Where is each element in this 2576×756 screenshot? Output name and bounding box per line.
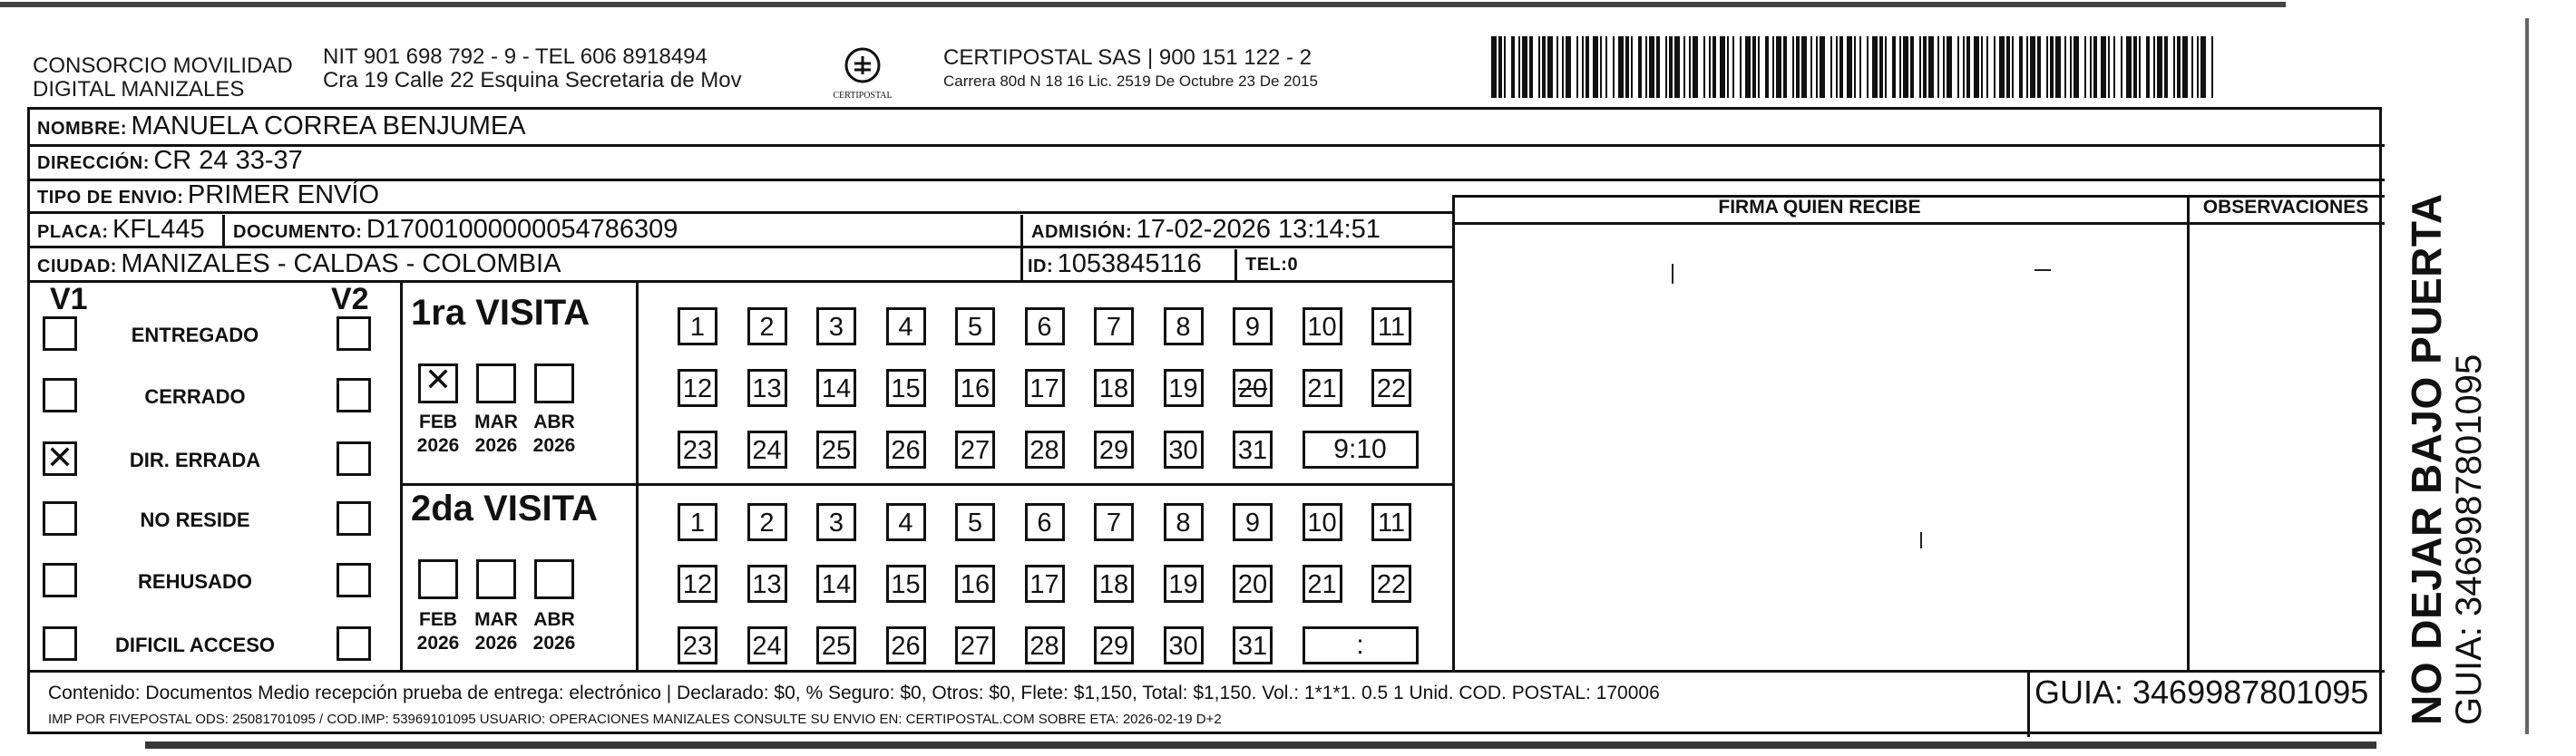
barcode-bar bbox=[1631, 36, 1633, 98]
barcode-bar bbox=[2113, 36, 2115, 98]
day-box[interactable]: 17 bbox=[1025, 369, 1065, 407]
barcode-bar bbox=[1919, 36, 1921, 98]
barcode-bar bbox=[1796, 36, 1800, 98]
ciudad-label: CIUDAD: bbox=[37, 257, 117, 276]
signature-mark bbox=[1672, 264, 1673, 284]
barcode-bar bbox=[1974, 36, 1979, 98]
day-box[interactable]: 21 bbox=[1303, 369, 1342, 407]
row-divider bbox=[30, 246, 1452, 248]
barcode-bar bbox=[1981, 36, 1983, 98]
company-nit bbox=[323, 45, 742, 92]
month-checkbox[interactable] bbox=[476, 363, 516, 403]
footer-content-line: Contenido: Documentos Medio recepción prueba de entrega: electrónico | Declarado: $0, % Seguro: $0, Otros: $0, Flete: $1,150, Total: $1,150. Vol.: 1*1*1. 0.5 1 Unid. COD. POSTAL: 170006 bbox=[48, 683, 1660, 703]
barcode bbox=[1491, 36, 2215, 98]
barcode-bar bbox=[1957, 36, 1959, 98]
barcode-bar bbox=[1669, 36, 1673, 98]
barcode-bar bbox=[1765, 36, 1769, 98]
tipo-envio-label: TIPO DE ENVIO: bbox=[37, 188, 184, 208]
barcode-bar bbox=[1885, 36, 1887, 98]
barcode-bar bbox=[1542, 36, 1546, 98]
barcode-bar bbox=[2108, 36, 2110, 98]
day-box[interactable]: 16 bbox=[955, 369, 995, 407]
tipo-envio-value: PRIMER ENVÍO bbox=[187, 180, 380, 209]
visit-time[interactable]: : bbox=[1303, 626, 1419, 664]
barcode-bar bbox=[1656, 36, 1660, 98]
col-divider bbox=[1234, 249, 1237, 280]
v1-checkbox[interactable] bbox=[43, 316, 77, 351]
barcode-bar bbox=[1491, 36, 1497, 98]
day-box[interactable]: 31 bbox=[1233, 626, 1273, 664]
day-box[interactable]: 12 bbox=[678, 565, 717, 603]
barcode-bar bbox=[1847, 36, 1852, 98]
status-label: REHUSADO bbox=[138, 570, 252, 593]
day-box[interactable]: 2 bbox=[747, 503, 787, 541]
barcode-bar bbox=[2070, 36, 2072, 98]
day-box[interactable]: 9 bbox=[1233, 503, 1273, 541]
day-box[interactable]: 29 bbox=[1094, 626, 1134, 664]
barcode-bar bbox=[1872, 36, 1878, 98]
day-box[interactable]: 3 bbox=[816, 307, 856, 345]
company-name bbox=[33, 54, 293, 102]
barcode-bar bbox=[2211, 36, 2213, 98]
day-box[interactable]: 7 bbox=[1094, 307, 1134, 345]
v1-checkbox[interactable] bbox=[43, 563, 77, 597]
barcode-bar bbox=[1859, 36, 1861, 98]
day-box[interactable]: 14 bbox=[816, 369, 856, 407]
day-box[interactable]: 26 bbox=[886, 431, 926, 469]
day-box[interactable]: 20 bbox=[1233, 565, 1273, 603]
barcode-bar bbox=[1994, 36, 1995, 98]
row-divider bbox=[30, 280, 1452, 283]
courier-info bbox=[943, 45, 1318, 92]
barcode-bar bbox=[1830, 36, 1832, 98]
month-checkbox[interactable] bbox=[476, 559, 516, 599]
barcode-bar bbox=[2046, 36, 2048, 98]
day-box[interactable]: 24 bbox=[747, 431, 787, 469]
day-box[interactable]: 6 bbox=[1025, 307, 1065, 345]
barcode-bar bbox=[2121, 36, 2122, 98]
barcode-bar bbox=[2019, 36, 2023, 98]
barcode-bar bbox=[1839, 36, 1843, 98]
row-divider bbox=[30, 144, 2385, 147]
barcode-bar bbox=[2012, 36, 2014, 98]
id-row bbox=[1028, 249, 1202, 279]
barcode-bar bbox=[2101, 36, 2106, 98]
nit-line-1: NIT 901 698 792 - 9 - TEL 606 8918494 bbox=[323, 44, 707, 69]
signature-mark bbox=[1920, 532, 1922, 548]
ciudad-value: MANIZALES - CALDAS - COLOMBIA bbox=[121, 249, 561, 278]
day-box[interactable]: 9 bbox=[1233, 307, 1273, 345]
month-label bbox=[525, 608, 583, 655]
barcode-bar bbox=[1703, 36, 1705, 98]
nombre-row bbox=[37, 111, 526, 141]
col-divider bbox=[2027, 670, 2030, 737]
barcode-bar bbox=[1903, 36, 1908, 98]
admision-label: ADMISIÓN: bbox=[1031, 222, 1133, 242]
barcode-bar bbox=[2064, 36, 2066, 98]
day-box[interactable]: 21 bbox=[1303, 565, 1342, 603]
month-label bbox=[409, 608, 467, 655]
direccion-row bbox=[37, 146, 303, 176]
barcode-bar bbox=[2139, 36, 2141, 98]
barcode-bar bbox=[2133, 36, 2137, 98]
day-box[interactable]: 14 bbox=[816, 565, 856, 603]
barcode-bar bbox=[1963, 36, 1965, 98]
v2-checkbox[interactable] bbox=[337, 501, 371, 536]
tel-label: TEL: bbox=[1245, 255, 1288, 275]
barcode-bar bbox=[1928, 36, 1934, 98]
day-box[interactable]: 27 bbox=[955, 431, 995, 469]
barcode-bar bbox=[1566, 36, 1571, 98]
barcode-bar bbox=[2026, 36, 2028, 98]
barcode-bar bbox=[1618, 36, 1624, 98]
day-box[interactable]: 5 bbox=[955, 307, 995, 345]
barcode-bar bbox=[2164, 36, 2168, 98]
day-box[interactable]: 15 bbox=[886, 369, 926, 407]
v1-checkbox[interactable] bbox=[43, 501, 77, 536]
barcode-bar bbox=[1836, 36, 1838, 98]
status-label: DIR. ERRADA bbox=[129, 449, 261, 471]
month-name: ABR bbox=[533, 609, 575, 630]
month-year: 2026 bbox=[416, 633, 460, 654]
documento-value: D17001000000054786309 bbox=[366, 215, 678, 244]
barcode-bar bbox=[1522, 36, 1527, 98]
day-box[interactable]: 16 bbox=[955, 565, 995, 603]
barcode-bar bbox=[1801, 36, 1807, 98]
admision-value: 17-02-2026 13:14:51 bbox=[1136, 215, 1381, 244]
barcode-bar bbox=[1854, 36, 1856, 98]
barcode-bar bbox=[1547, 36, 1553, 98]
row-divider bbox=[30, 211, 1452, 214]
day-box[interactable]: 3 bbox=[816, 503, 856, 541]
day-box[interactable]: 23 bbox=[678, 626, 717, 664]
month-checkbox[interactable] bbox=[534, 363, 574, 403]
certipostal-logo-icon bbox=[822, 44, 903, 91]
barcode-bar bbox=[2055, 36, 2061, 98]
barcode-bar bbox=[1899, 36, 1901, 98]
month-year: 2026 bbox=[532, 435, 576, 456]
day-box[interactable]: 25 bbox=[816, 626, 856, 664]
month-checkbox[interactable] bbox=[418, 559, 458, 599]
barcode-bar bbox=[1649, 36, 1654, 98]
barcode-bar bbox=[1758, 36, 1760, 98]
barcode-bar bbox=[1665, 36, 1667, 98]
barcode-bar bbox=[1518, 36, 1520, 98]
v2-header: V2 bbox=[331, 282, 369, 316]
month-label bbox=[467, 608, 525, 655]
barcode-bar bbox=[1986, 36, 1988, 98]
col-divider bbox=[222, 215, 225, 246]
day-box[interactable]: 19 bbox=[1164, 565, 1204, 603]
courier-line-2: Carrera 80d N 18 16 Lic. 2519 De Octubre 23 De 2015 bbox=[943, 73, 1318, 90]
visit-divider bbox=[400, 483, 1452, 486]
footer-print-line: IMP POR FIVEPOSTAL ODS: 25081701095 / COD.IMP: 53969101095 USUARIO: OPERACIONES MANIZALES CONSULTE SU ENVIO EN: CERTIPOSTAL.COM SOBRE ETA: 2026-02-19 D+2 bbox=[48, 712, 1222, 727]
barcode-bar bbox=[2177, 36, 2181, 98]
day-box[interactable]: 1 bbox=[678, 503, 717, 541]
day-box[interactable]: 27 bbox=[955, 626, 995, 664]
v2-checkbox[interactable] bbox=[337, 626, 371, 661]
day-box[interactable]: 30 bbox=[1164, 626, 1204, 664]
tipo-envio-row bbox=[37, 180, 379, 210]
day-box[interactable]: 20 bbox=[1233, 369, 1273, 407]
day-box[interactable]: 15 bbox=[886, 565, 926, 603]
barcode-bar bbox=[2126, 36, 2132, 98]
barcode-bar bbox=[1810, 36, 1812, 98]
placa-value: KFL445 bbox=[112, 215, 205, 244]
first-visit-title: 1ra VISITA bbox=[411, 293, 590, 333]
ciudad-row bbox=[37, 249, 561, 279]
scan-edge-bottom bbox=[145, 741, 2376, 749]
day-box[interactable]: 22 bbox=[1371, 565, 1411, 603]
day-box[interactable]: 26 bbox=[886, 626, 926, 664]
admision-row bbox=[1031, 215, 1381, 245]
barcode-bar bbox=[1683, 36, 1685, 98]
v1-header: V1 bbox=[50, 282, 88, 316]
col-divider bbox=[400, 280, 403, 670]
day-box[interactable]: 11 bbox=[1371, 307, 1411, 345]
day-box[interactable]: 13 bbox=[747, 565, 787, 603]
certipostal-logo bbox=[822, 44, 903, 103]
direccion-value: CR 24 33-37 bbox=[153, 146, 303, 175]
v2-checkbox[interactable] bbox=[337, 378, 371, 412]
barcode-bar bbox=[2084, 36, 2086, 98]
v1-checkbox[interactable]: ✕ bbox=[43, 441, 77, 476]
barcode-bar bbox=[1879, 36, 1883, 98]
barcode-bar bbox=[1586, 36, 1589, 98]
barcode-bar bbox=[1576, 36, 1578, 98]
day-box[interactable]: 29 bbox=[1094, 431, 1134, 469]
placa-label: PLACA: bbox=[37, 222, 109, 242]
day-box[interactable]: 13 bbox=[747, 369, 787, 407]
day-box[interactable]: 28 bbox=[1025, 626, 1065, 664]
barcode-bar bbox=[1556, 36, 1558, 98]
day-box[interactable]: 8 bbox=[1164, 307, 1204, 345]
nombre-value: MANUELA CORREA BENJUMEA bbox=[131, 111, 526, 141]
barcode-bar bbox=[1792, 36, 1794, 98]
barcode-bar bbox=[1783, 36, 1787, 98]
logo-text: CERTIPOSTAL bbox=[833, 91, 893, 101]
barcode-bar bbox=[1752, 36, 1756, 98]
barcode-bar bbox=[2050, 36, 2054, 98]
month-name: MAR bbox=[474, 412, 518, 432]
status-label: DIFICIL ACCESO bbox=[114, 634, 275, 656]
barcode-bar bbox=[1740, 36, 1742, 98]
v2-checkbox[interactable] bbox=[337, 563, 371, 597]
barcode-bar bbox=[2006, 36, 2010, 98]
barcode-bar bbox=[1511, 36, 1515, 98]
day-box[interactable]: 25 bbox=[816, 431, 856, 469]
barcode-bar bbox=[1867, 36, 1869, 98]
barcode-bar bbox=[1674, 36, 1680, 98]
barcode-bar bbox=[1689, 36, 1691, 98]
col-divider bbox=[636, 280, 639, 670]
barcode-bar bbox=[1772, 36, 1774, 98]
barcode-bar bbox=[2093, 36, 2097, 98]
barcode-bar bbox=[1625, 36, 1629, 98]
barcode-bar bbox=[2200, 36, 2206, 98]
day-box[interactable]: 31 bbox=[1233, 431, 1273, 469]
courier-line-1: CERTIPOSTAL SAS | 900 151 122 - 2 bbox=[943, 45, 1312, 70]
barcode-bar bbox=[1947, 36, 1952, 98]
barcode-bar bbox=[2090, 36, 2092, 98]
id-value: 1053845116 bbox=[1057, 249, 1202, 278]
barcode-bar bbox=[1943, 36, 1945, 98]
month-checkbox[interactable]: ✕ bbox=[418, 363, 458, 403]
day-box[interactable]: 18 bbox=[1094, 565, 1134, 603]
day-box[interactable]: 10 bbox=[1303, 503, 1342, 541]
barcode-bar bbox=[1999, 36, 2005, 98]
barcode-bar bbox=[2037, 36, 2041, 98]
placa-row bbox=[37, 215, 205, 245]
day-box[interactable]: 22 bbox=[1371, 369, 1411, 407]
barcode-bar bbox=[1613, 36, 1615, 98]
side-guia: GUIA: 3469987801095 bbox=[2449, 354, 2489, 725]
day-box[interactable]: 4 bbox=[886, 503, 926, 541]
barcode-bar bbox=[1529, 36, 1533, 98]
barcode-bar bbox=[1937, 36, 1939, 98]
month-name: ABR bbox=[533, 412, 575, 432]
status-label: NO RESIDE bbox=[140, 509, 250, 531]
tel-value: 0 bbox=[1287, 255, 1299, 275]
observaciones-column-header: OBSERVACIONES bbox=[2202, 197, 2369, 218]
month-label bbox=[467, 411, 525, 458]
barcode-bar bbox=[1498, 36, 1502, 98]
barcode-bar bbox=[1923, 36, 1927, 98]
barcode-bar bbox=[1709, 36, 1711, 98]
v1-checkbox[interactable] bbox=[43, 378, 77, 412]
day-box[interactable]: 8 bbox=[1164, 503, 1204, 541]
documento-label: DOCUMENTO: bbox=[233, 222, 363, 242]
guia-number: GUIA: 3469987801095 bbox=[2034, 674, 2369, 711]
side-notice bbox=[2404, 193, 2489, 725]
barcode-bar bbox=[2191, 36, 2193, 98]
status-label: CERRADO bbox=[144, 385, 246, 408]
barcode-bar bbox=[1820, 36, 1825, 98]
barcode-bar bbox=[1538, 36, 1540, 98]
day-box[interactable]: 24 bbox=[747, 626, 787, 664]
month-year: 2026 bbox=[532, 633, 576, 654]
barcode-bar bbox=[2197, 36, 2199, 98]
barcode-bar bbox=[1638, 36, 1642, 98]
barcode-bar bbox=[1776, 36, 1781, 98]
month-checkbox[interactable] bbox=[534, 559, 574, 599]
barcode-bar bbox=[1727, 36, 1729, 98]
month-year: 2026 bbox=[474, 435, 518, 456]
visit-time[interactable]: 9:10 bbox=[1303, 431, 1419, 469]
day-box[interactable]: 18 bbox=[1094, 369, 1134, 407]
day-box[interactable]: 10 bbox=[1303, 307, 1342, 345]
row-divider bbox=[1452, 222, 2385, 225]
barcode-bar bbox=[1600, 36, 1602, 98]
col-divider bbox=[1452, 280, 1455, 670]
day-box[interactable]: 1 bbox=[678, 307, 717, 345]
nit-line-2: Cra 19 Calle 22 Esquina Secretaria de Mov bbox=[323, 68, 742, 92]
month-name: FEB bbox=[419, 609, 457, 630]
day-box[interactable]: 17 bbox=[1025, 565, 1065, 603]
barcode-bar bbox=[1966, 36, 1970, 98]
company-line-1: CONSORCIO MOVILIDAD bbox=[33, 53, 293, 78]
row-divider bbox=[30, 670, 2385, 673]
barcode-bar bbox=[2146, 36, 2150, 98]
barcode-bar bbox=[2182, 36, 2188, 98]
day-box[interactable]: 30 bbox=[1164, 431, 1204, 469]
company-line-2: DIGITAL MANIZALES bbox=[33, 77, 245, 102]
barcode-bar bbox=[1892, 36, 1896, 98]
barcode-bar bbox=[2173, 36, 2175, 98]
day-box[interactable]: 2 bbox=[747, 307, 787, 345]
nombre-label: NOMBRE: bbox=[37, 119, 128, 139]
day-box[interactable]: 6 bbox=[1025, 503, 1065, 541]
barcode-bar bbox=[1504, 36, 1506, 98]
v1-checkbox[interactable] bbox=[43, 626, 77, 661]
scan-edge-top bbox=[0, 2, 2286, 7]
day-box[interactable]: 12 bbox=[678, 369, 717, 407]
barcode-bar bbox=[1605, 36, 1607, 98]
barcode-bar bbox=[1745, 36, 1751, 98]
documento-row bbox=[233, 215, 678, 245]
barcode-bar bbox=[2157, 36, 2162, 98]
barcode-bar bbox=[2153, 36, 2155, 98]
barcode-bar bbox=[1693, 36, 1698, 98]
second-visit-title: 2da VISITA bbox=[411, 489, 598, 528]
month-year: 2026 bbox=[474, 633, 518, 654]
delivery-form bbox=[27, 107, 2382, 734]
v2-checkbox[interactable] bbox=[337, 316, 371, 351]
barcode-bar bbox=[1712, 36, 1716, 98]
col-divider bbox=[2187, 195, 2190, 670]
signature-mark bbox=[2034, 269, 2051, 271]
barcode-bar bbox=[1562, 36, 1564, 98]
firma-column-header: FIRMA QUIEN RECIBE bbox=[1718, 197, 1921, 218]
tel-row bbox=[1245, 255, 1298, 276]
day-box[interactable]: 19 bbox=[1164, 369, 1204, 407]
scan-edge-right bbox=[2525, 18, 2529, 734]
col-divider bbox=[1020, 215, 1023, 280]
v2-checkbox[interactable] bbox=[337, 441, 371, 476]
day-box[interactable]: 4 bbox=[886, 307, 926, 345]
barcode-bar bbox=[1910, 36, 1914, 98]
side-notice-text: NO DEJAR BAJO PUERTA bbox=[2403, 193, 2450, 725]
month-name: FEB bbox=[419, 412, 457, 432]
barcode-bar bbox=[2030, 36, 2035, 98]
barcode-bar bbox=[1645, 36, 1647, 98]
month-label bbox=[409, 411, 467, 458]
direccion-label: DIRECCIÓN: bbox=[37, 153, 150, 173]
day-box[interactable]: 23 bbox=[678, 431, 717, 469]
month-year: 2026 bbox=[416, 435, 460, 456]
day-box[interactable]: 28 bbox=[1025, 431, 1065, 469]
barcode-bar bbox=[2073, 36, 2079, 98]
barcode-bar bbox=[1582, 36, 1584, 98]
month-label bbox=[525, 411, 583, 458]
barcode-bar bbox=[1593, 36, 1598, 98]
barcode-bar bbox=[1816, 36, 1818, 98]
row-divider bbox=[30, 179, 2385, 181]
barcode-bar bbox=[1720, 36, 1725, 98]
barcode-bar bbox=[1732, 36, 1734, 98]
month-name: MAR bbox=[474, 609, 518, 630]
day-box[interactable]: 5 bbox=[955, 503, 995, 541]
id-label: ID: bbox=[1028, 257, 1054, 276]
day-box[interactable]: 11 bbox=[1371, 503, 1411, 541]
status-label: ENTREGADO bbox=[131, 324, 259, 346]
day-box[interactable]: 7 bbox=[1094, 503, 1134, 541]
